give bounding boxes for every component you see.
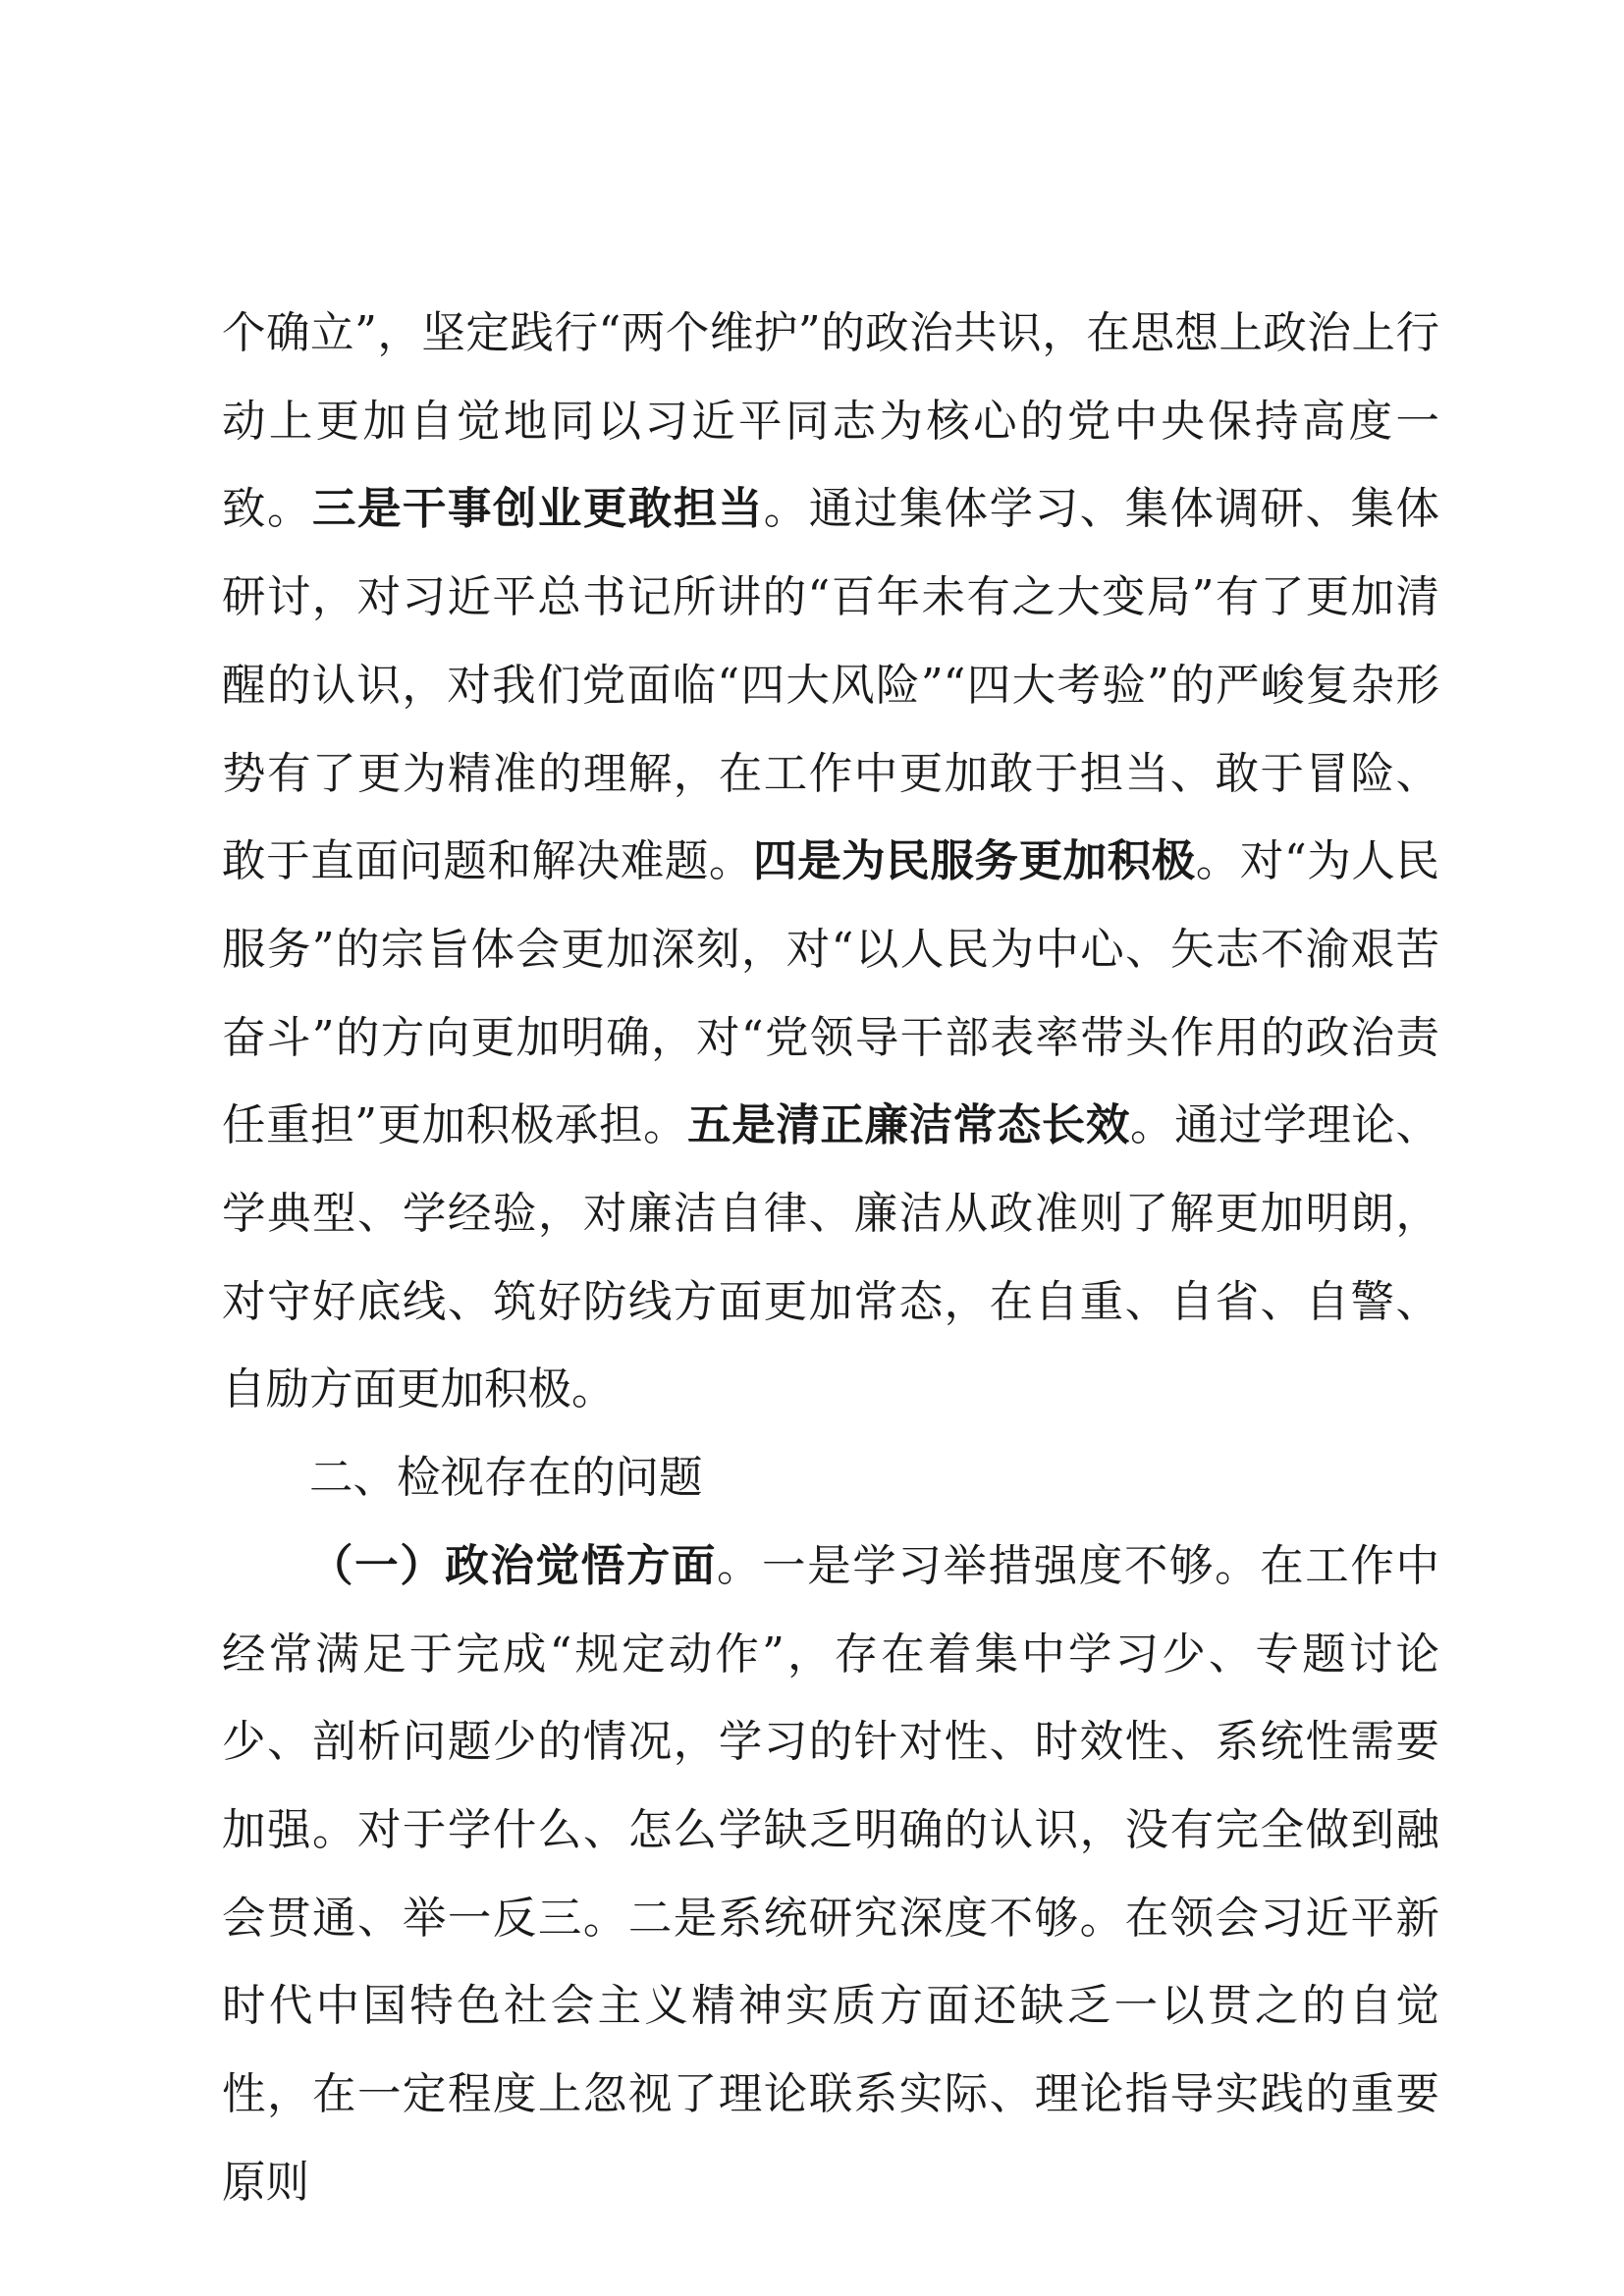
- text-run: 。一是学习举措强度不够。在工作中经常满足于完成“规定动作”，存在着集中学习少、专题讨论少、剖析问题少的情况，学习的针对性、时效性、系统性需要加强。对于学什么、怎么学缺乏明确的认识，没有完全做到融会贯通、举一反三。二是系统研究深度不够。在领会习近平新时代中国特色社会主义精神实质方面还缺乏一以贯之的自觉性，在一定程度上忽视了理论联系实际、理论指导实践的重要原则: [222, 1540, 1439, 2208]
- bold-point-5: 五是清正廉洁常态长效: [687, 1099, 1130, 1151]
- paragraph-achievements: [222, 290, 1439, 1434]
- text-run: 。通过集体学习、集体调研、集体研讨，对习近平总书记所讲的“百年未有之大变局”有了更加清醒的认识，对我们党面临“四大风险”“四大考验”的严峻复杂形势有了更为精准的理解，在工作中更加敢于担当、敢于冒险、敢于直面问题和解决难题。: [222, 484, 1439, 887]
- document-body: [222, 290, 1439, 2226]
- bold-point-3: 三是干事创业更敢担当: [311, 483, 764, 535]
- text-run: 个确立”，坚定践行“两个维护”的政治共识，在思想上政治上行动上更加自觉地同以习近平同志为核心的党中央保持高度一致。: [222, 308, 1439, 535]
- section-heading-problems: 二、检视存在的问题: [309, 1453, 703, 1504]
- text-run: 。通过学理论、学典型、学经验，对廉洁自律、廉洁从政准则了解更加明朗，对守好底线、筑好防线方面更加常态，在自重、自省、自警、自励方面更加积极。: [222, 1100, 1439, 1415]
- subheading-political-awareness: （一）政治觉悟方面: [309, 1539, 717, 1591]
- text-run: 。对“为人民服务”的宗旨体会更加深刻，对“以人民为中心、矢志不渝艰苦奋斗”的方向更加明确，对“党领导干部表率带头作用的政治责任重担”更加积极承担。: [222, 836, 1439, 1151]
- bold-point-4: 四是为民服务更加积极: [752, 835, 1196, 887]
- paragraph-political-awareness: [222, 1522, 1439, 2227]
